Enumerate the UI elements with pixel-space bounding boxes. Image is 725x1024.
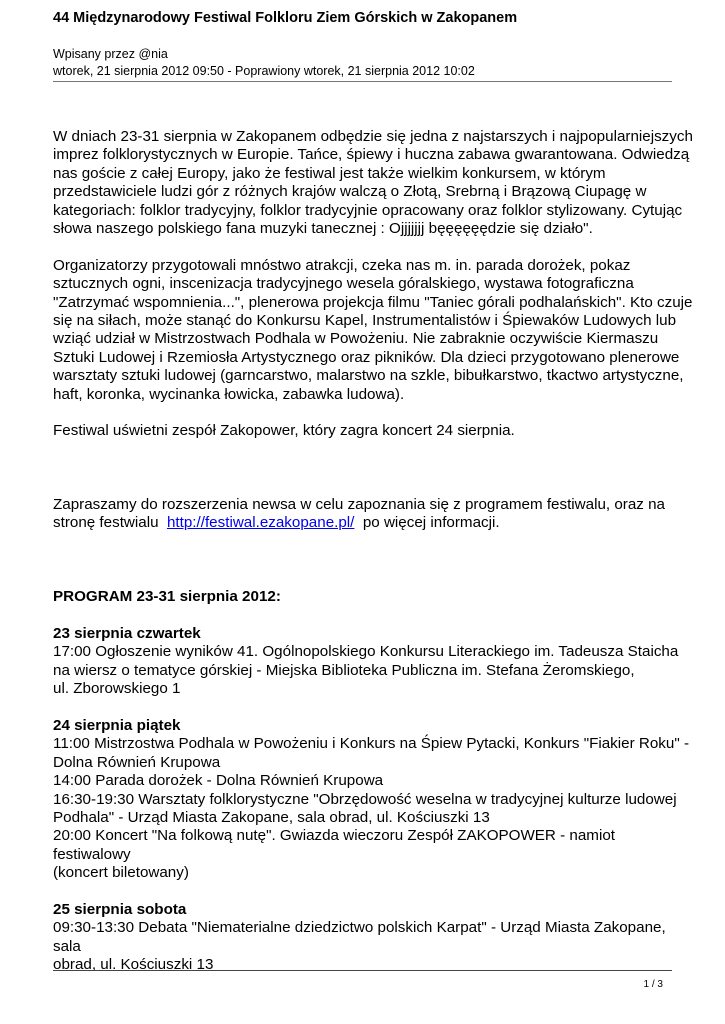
event-line: na wiersz o tematyce górskiej - Miejska Biblioteka Publiczna im. Stefana Żeromskiego, [53, 661, 635, 679]
program-day [53, 625, 693, 699]
header-divider [53, 81, 672, 82]
invite-paragraph [53, 496, 693, 533]
text-line: wziąć udział w Mistrzostwach Podhala w Powożeniu. Nie zabraknie oczywiście Kiermaszu [53, 330, 659, 348]
event-line: 11:00 Mistrzostwa Podhala w Powożeniu i Konkurs na Śpiew Pytacki, Konkurs "Fiakier Roku" - [53, 735, 689, 753]
festival-website-link[interactable]: http://festiwal.ezakopane.pl/ [166, 514, 355, 532]
spacer [53, 698, 693, 716]
text-line: sztucznych ogni, inscenizacja tradycyjnego wesela góralskiego, wystawa fotograficzna [53, 275, 634, 293]
page-title: 44 Międzynarodowy Festiwal Folkloru Ziem Górskich w Zakopanem [53, 10, 518, 26]
text-line: warsztaty sztuki ludowej (garncarstwo, malarstwo na szkle, bibułkarstwo, tkactwo artystyczne, [53, 367, 684, 385]
text-line: Sztuki Ludowej i Rzemiosła Artystycznego oraz pikników. Dla dzieci przygotowano plenerowe [53, 348, 680, 366]
spacer [53, 441, 693, 478]
event-line: 09:30-13:30 Debata "Niematerialne dziedzictwo polskich Karpat" - Urząd Miasta Zakopane, sala [53, 919, 666, 955]
invite-suffix: po więcej informacji. [354, 514, 500, 532]
program-day [53, 901, 693, 975]
event-line: Dolna Równień Krupowa [53, 753, 221, 771]
event-line: 16:30-19:30 Warsztaty folklorystyczne "Obrzędowość weselna w tradycyjnej kulturze ludowej [53, 790, 677, 808]
article-content [53, 128, 693, 975]
day-title: 23 sierpnia czwartek [53, 624, 201, 642]
day-title: 24 sierpnia piątek [53, 716, 181, 734]
spacer [53, 478, 693, 496]
spacer [53, 883, 693, 901]
band-paragraph: Festiwal uświetni zespół Zakopower, który zagra koncert 24 sierpnia. [53, 422, 515, 440]
spacer [53, 404, 693, 422]
event-line: Podhala" - Urząd Miasta Zakopane, sala obrad, ul. Kościuszki 13 [53, 808, 490, 826]
spacer [53, 606, 693, 624]
text-line: kategoriach: folklor tradycyjny, folklor tradycyjnie opracowany oraz folklor stylizowany. Cytując [53, 201, 683, 219]
event-line: 14:00 Parada dorożek - Dolna Równień Krupowa [53, 772, 384, 790]
day-title: 25 sierpnia sobota [53, 900, 187, 918]
text-line: haft, koronka, wycinanka łowicka, zabawka ludowa). [53, 385, 405, 403]
spacer [53, 570, 693, 588]
event-line: 17:00 Ogłoszenie wyników 41. Ogólnopolskiego Konkursu Literackiego im. Tadeusza Staicha [53, 643, 679, 661]
date-line: wtorek, 21 sierpnia 2012 09:50 - Poprawiony wtorek, 21 sierpnia 2012 10:02 [53, 64, 475, 78]
article-meta [53, 46, 475, 80]
event-line: obrad, ul. Kościuszki 13 [53, 956, 214, 974]
program-day [53, 717, 693, 883]
intro-paragraph [53, 128, 693, 238]
text-line: nas goście z całej Europy, jako że festiwal jest także wielkim konkursem, w którym [53, 164, 606, 182]
text-line: się na siłach, może stanąć do Konkursu Kapel, Instrumentalistów i Śpiewaków Ludowych lub [53, 312, 677, 330]
page-number: 1 / 3 [643, 979, 663, 990]
event-line: 20:00 Koncert "Na folkową nutę". Gwiazda wieczoru Zespół ZAKOPOWER - namiot festiwalowy [53, 827, 615, 863]
spacer [53, 238, 693, 256]
spacer [53, 533, 693, 570]
text-line: Zapraszamy do rozszerzenia newsa w celu zapoznania się z programem festiwalu, oraz na [53, 496, 666, 514]
program-heading: PROGRAM 23-31 sierpnia 2012: [53, 588, 281, 606]
text-line: imprez folklorystycznych w Europie. Tańce, śpiewy i huczna zabawa gwarantowana. Odwiedzą [53, 146, 690, 164]
text-line: Organizatorzy przygotowali mnóstwo atrakcji, czeka nas m. in. parada dorożek, pokaz [53, 256, 631, 274]
author-line: Wpisany przez @nia [53, 47, 168, 61]
event-line: ul. Zborowskiego 1 [53, 680, 181, 698]
event-line: (koncert biletowany) [53, 864, 189, 882]
text-line: "Zatrzymać wspomnienia...", plenerowa projekcja filmu "Taniec górali podhalańskich". Kto czuje [53, 293, 693, 311]
invite-prefix: stronę festwialu [53, 514, 167, 532]
text-line: W dniach 23-31 sierpnia w Zakopanem odbędzie się jedna z najstarszych i najpopularniejszych [53, 128, 693, 145]
text-line [53, 514, 693, 532]
footer-divider [53, 970, 672, 971]
attractions-paragraph [53, 257, 693, 404]
text-line: przedstawiciele ludzi gór z różnych krajów walczą o Złotą, Srebrną i Brązową Ciupagę w [53, 183, 647, 201]
text-line: słowa naszego polskiego fana muzyki tanecznej : Ojjjjjjj bęęęęęędzie się działo". [53, 220, 593, 238]
